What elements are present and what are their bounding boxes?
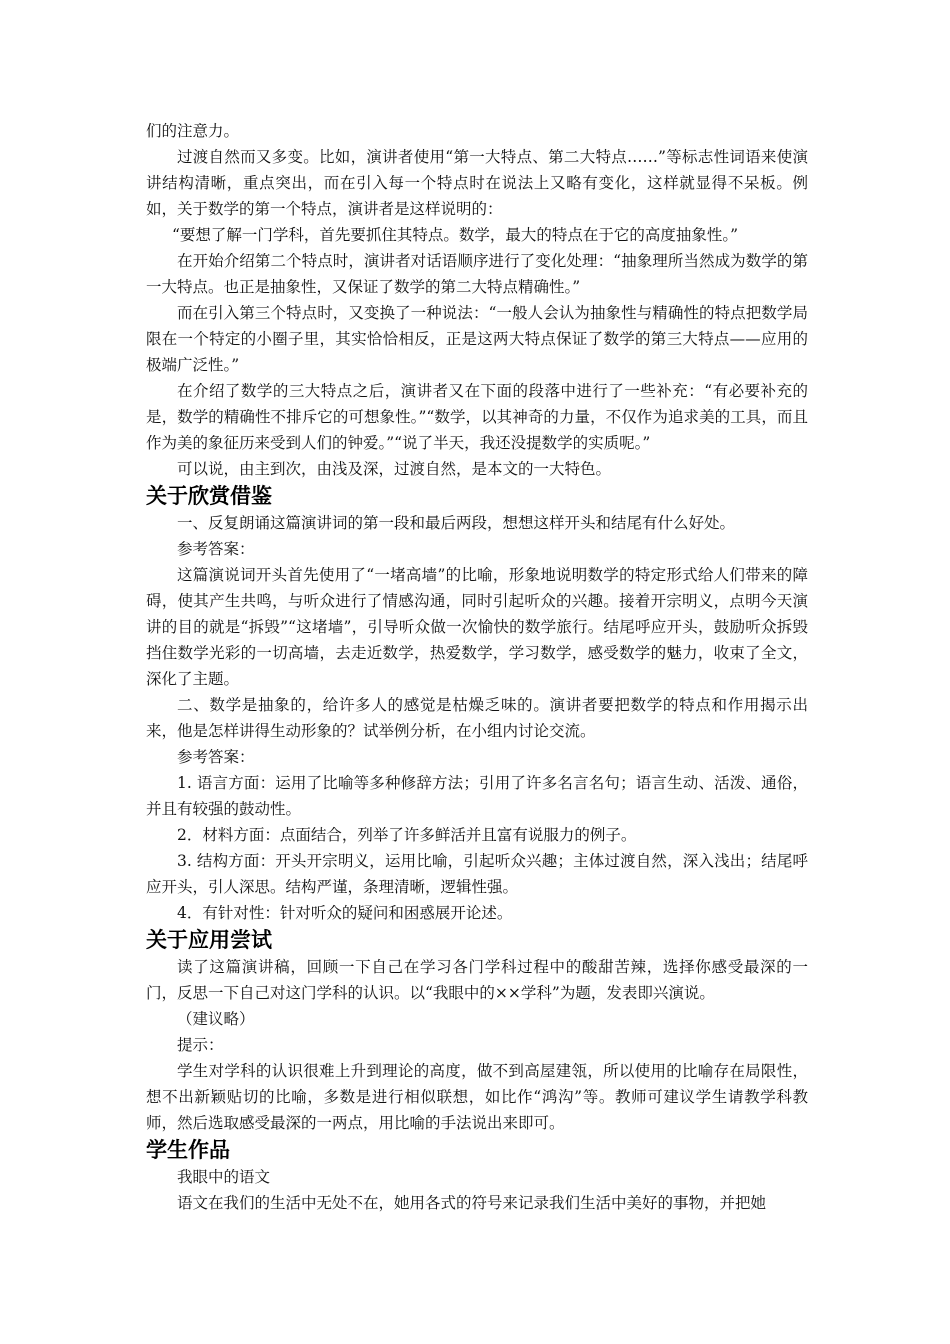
section-heading-appreciation: 关于欣赏借鉴 [146, 484, 272, 508]
paragraph-second-feature: 在开始介绍第二个特点时，演讲者对话语顺序进行了变化处理：“抽象理所当然成为数学的第一大特点。也正是抽象性，又保证了数学的第二大特点精确性。” [146, 252, 808, 296]
student-work-body: 语文在我们的生活中无处不在，她用各式的符号来记录我们生活中美好的事物，并把她 [177, 1194, 767, 1212]
paragraph-continuation: 们的注意力。 [146, 122, 240, 140]
answer-item-structure: 3. 结构方面：开头开宗明义，运用比喻，引起听众兴趣；主体过渡自然，深入浅出；结尾呼应开头，引人深思。结构严谨，条理清晰，逻辑性强。 [146, 852, 808, 896]
answer-one: 这篇演说词开头首先使用了“一堵高墙”的比喻，形象地说明数学的特定形式给人们带来的障碍，使其产生共鸣，与听众进行了情感沟通，同时引起听众的兴趣。接着开宗明义，点明今天演讲的目的就是“拆毁”“这堵墙”，引导听众做一次愉快的数学旅行。结尾呼应开头，鼓励听众拆毁挡住数学光彩的一切高墙，去走近数学，热爱数学，学习数学，感受数学的魅力，收束了全文，深化了主题。 [146, 566, 808, 688]
paragraph-supplement: 在介绍了数学的三大特点之后，演讲者又在下面的段落中进行了一些补充：“有必要补充的是，数学的精确性不排斥它的可想象性。”“数学，以其神奇的力量，不仅作为追求美的工具，而且作为美的象征历来受到人们的钟爱。”“说了半天，我还没提数学的实质呢。” [146, 382, 808, 452]
question-two: 二、数学是抽象的，给许多人的感觉是枯燥乏味的。演讲者要把数学的特点和作用揭示出来，他是怎样讲得生动形象的？试举例分析，在小组内讨论交流。 [146, 696, 808, 740]
answer-item-material: 2．材料方面：点面结合，列举了许多鲜活并且富有说服力的例子。 [177, 826, 637, 844]
hint-text: 学生对学科的认识很难上升到理论的高度，做不到高屋建瓴，所以使用的比喻存在局限性，想不出新颖贴切的比喻，多数是进行相似联想，如比作“鸿沟”等。教师可建议学生请教学科教师，然后选取感受最深的一两点，用比喻的手法说出来即可。 [146, 1062, 808, 1132]
paragraph-third-feature: 而在引入第三个特点时，又变换了一种说法：“一般人会认为抽象性与精确性的特点把数学局限在一个特定的小圈子里，其实恰恰相反，正是这两大特点保证了数学的第三大特点——应用的极端广泛性。” [146, 304, 808, 374]
answer-label: 参考答案： [177, 748, 255, 766]
answer-label: 参考答案： [177, 540, 255, 558]
section-heading-application: 关于应用尝试 [146, 928, 272, 952]
quote-first-feature: “要想了解一门学科，首先要抓住其特点。数学，最大的特点在于它的高度抽象性。” [172, 226, 739, 244]
section-heading-student-work: 学生作品 [146, 1138, 230, 1162]
answer-item-language: 1. 语言方面：运用了比喻等多种修辞方法；引用了许多名言名句；语言生动、活泼、通俗，并且有较强的鼓动性。 [146, 774, 808, 818]
application-task: 读了这篇演讲稿，回顾一下自己在学习各门学科过程中的酸甜苦辣，选择你感受最深的一门，反思一下自己对这门学科的认识。以“我眼中的××学科”为题，发表即兴演说。 [146, 958, 808, 1002]
paragraph-summary: 可以说，由主到次，由浅及深，过渡自然，是本文的一大特色。 [177, 460, 612, 478]
answer-item-targeting: 4．有针对性：针对听众的疑问和困惑展开论述。 [177, 904, 513, 922]
document-page [146, 118, 808, 1216]
student-work-title: 我眼中的语文 [177, 1168, 271, 1186]
hint-label: 提示： [177, 1036, 224, 1054]
paragraph-transition: 过渡自然而又多变。比如，演讲者使用“第一大特点、第二大特点……”等标志性词语来使演讲结构清晰，重点突出，而在引入每一个特点时在说法上又略有变化，这样就显得不呆板。例如，关于数学的第一个特点，演讲者是这样说明的： [146, 148, 808, 218]
question-one: 一、反复朗诵这篇演讲词的第一段和最后两段，想想这样开头和结尾有什么好处。 [177, 514, 736, 532]
application-note: （建议略） [177, 1010, 255, 1028]
